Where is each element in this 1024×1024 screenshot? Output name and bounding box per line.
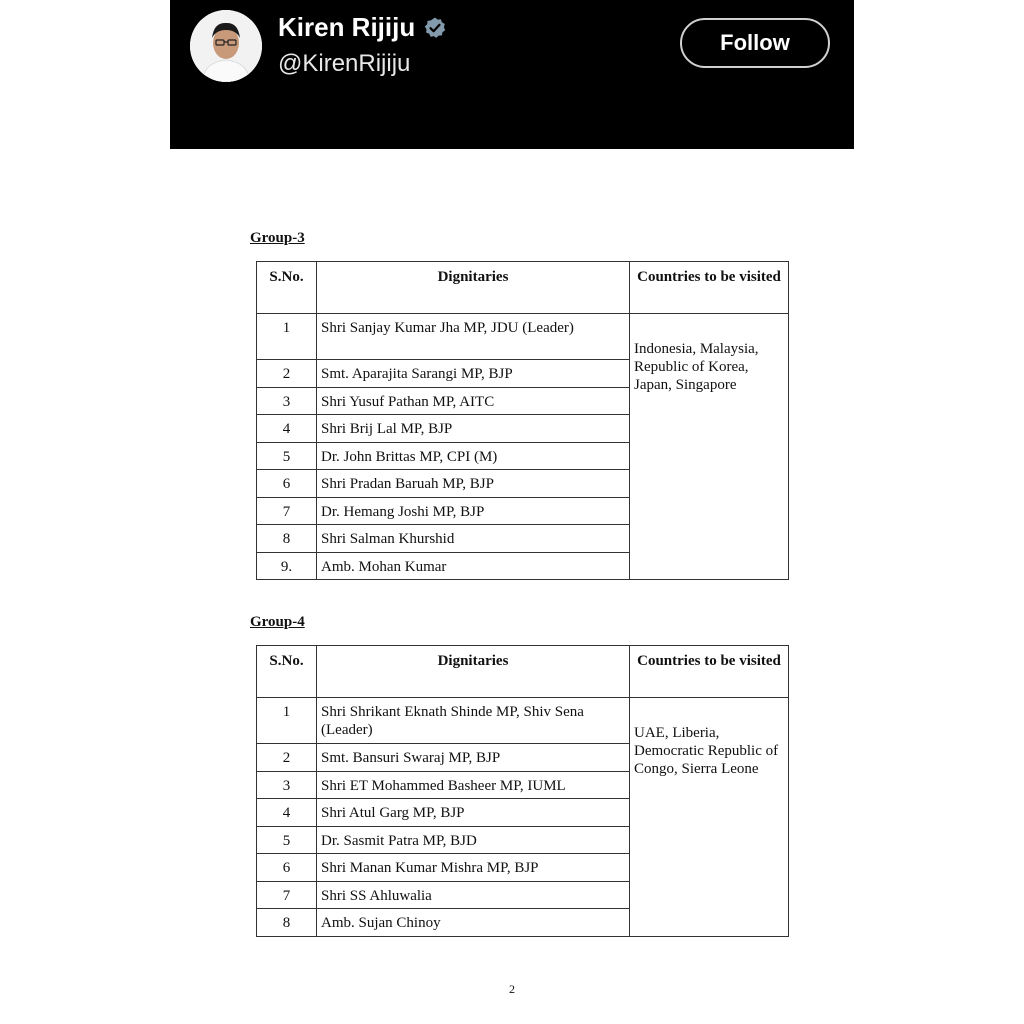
row-dignitary: Shri Sanjay Kumar Jha MP, JDU (Leader) — [317, 314, 630, 360]
row-dignitary: Shri Yusuf Pathan MP, AITC — [317, 387, 630, 415]
follow-button[interactable]: Follow — [680, 18, 830, 68]
verified-badge-icon — [423, 16, 447, 40]
row-sno: 8 — [257, 909, 317, 937]
table-row — [257, 314, 789, 360]
countries-cell: Indonesia, Malaysia, Republic of Korea, Japan, Singapore — [630, 314, 789, 580]
row-sno: 5 — [257, 826, 317, 854]
row-dignitary: Shri Manan Kumar Mishra MP, BJP — [317, 854, 630, 882]
row-sno: 8 — [257, 525, 317, 553]
row-sno: 6 — [257, 470, 317, 498]
display-name[interactable] — [278, 12, 447, 43]
row-dignitary: Shri Brij Lal MP, BJP — [317, 415, 630, 443]
countries-cell: UAE, Liberia, Democratic Republic of Congo, Sierra Leone — [630, 698, 789, 937]
table-row — [257, 698, 789, 744]
row-sno: 4 — [257, 415, 317, 443]
row-dignitary: Dr. Hemang Joshi MP, BJP — [317, 497, 630, 525]
display-name-text: Kiren Rijiju — [278, 12, 416, 42]
header-dignitaries: Dignitaries — [317, 646, 630, 698]
row-dignitary: Dr. Sasmit Patra MP, BJD — [317, 826, 630, 854]
avatar[interactable] — [190, 10, 262, 82]
row-sno: 1 — [257, 698, 317, 744]
row-sno: 6 — [257, 854, 317, 882]
group-4-table — [256, 645, 789, 937]
row-sno: 4 — [257, 799, 317, 827]
profile-header — [170, 0, 854, 149]
row-sno: 9. — [257, 552, 317, 580]
header-countries: Countries to be visited — [630, 646, 789, 698]
row-dignitary: Amb. Mohan Kumar — [317, 552, 630, 580]
row-sno: 7 — [257, 497, 317, 525]
row-sno: 2 — [257, 360, 317, 388]
group-3-title: Group-3 — [250, 230, 305, 246]
header-sno: S.No. — [257, 262, 317, 314]
row-dignitary: Smt. Bansuri Swaraj MP, BJP — [317, 744, 630, 772]
row-dignitary: Shri Shrikant Eknath Shinde MP, Shiv Sena (Leader) — [317, 698, 630, 744]
row-sno: 1 — [257, 314, 317, 360]
row-sno: 3 — [257, 387, 317, 415]
user-handle[interactable]: @KirenRijiju — [278, 50, 411, 77]
row-dignitary: Amb. Sujan Chinoy — [317, 909, 630, 937]
row-sno: 5 — [257, 442, 317, 470]
profile-photo-icon — [190, 10, 262, 82]
row-dignitary: Shri SS Ahluwalia — [317, 881, 630, 909]
page-number: 2 — [509, 982, 515, 996]
row-sno: 7 — [257, 881, 317, 909]
row-dignitary: Shri Pradan Baruah MP, BJP — [317, 470, 630, 498]
row-dignitary: Shri ET Mohammed Basheer MP, IUML — [317, 771, 630, 799]
row-sno: 2 — [257, 744, 317, 772]
header-countries: Countries to be visited — [630, 262, 789, 314]
header-dignitaries: Dignitaries — [317, 262, 630, 314]
row-dignitary: Dr. John Brittas MP, CPI (M) — [317, 442, 630, 470]
row-dignitary: Shri Salman Khurshid — [317, 525, 630, 553]
group-3-table — [256, 261, 789, 580]
group-4-title: Group-4 — [250, 614, 305, 630]
row-dignitary: Smt. Aparajita Sarangi MP, BJP — [317, 360, 630, 388]
row-sno: 3 — [257, 771, 317, 799]
row-dignitary: Shri Atul Garg MP, BJP — [317, 799, 630, 827]
header-sno: S.No. — [257, 646, 317, 698]
